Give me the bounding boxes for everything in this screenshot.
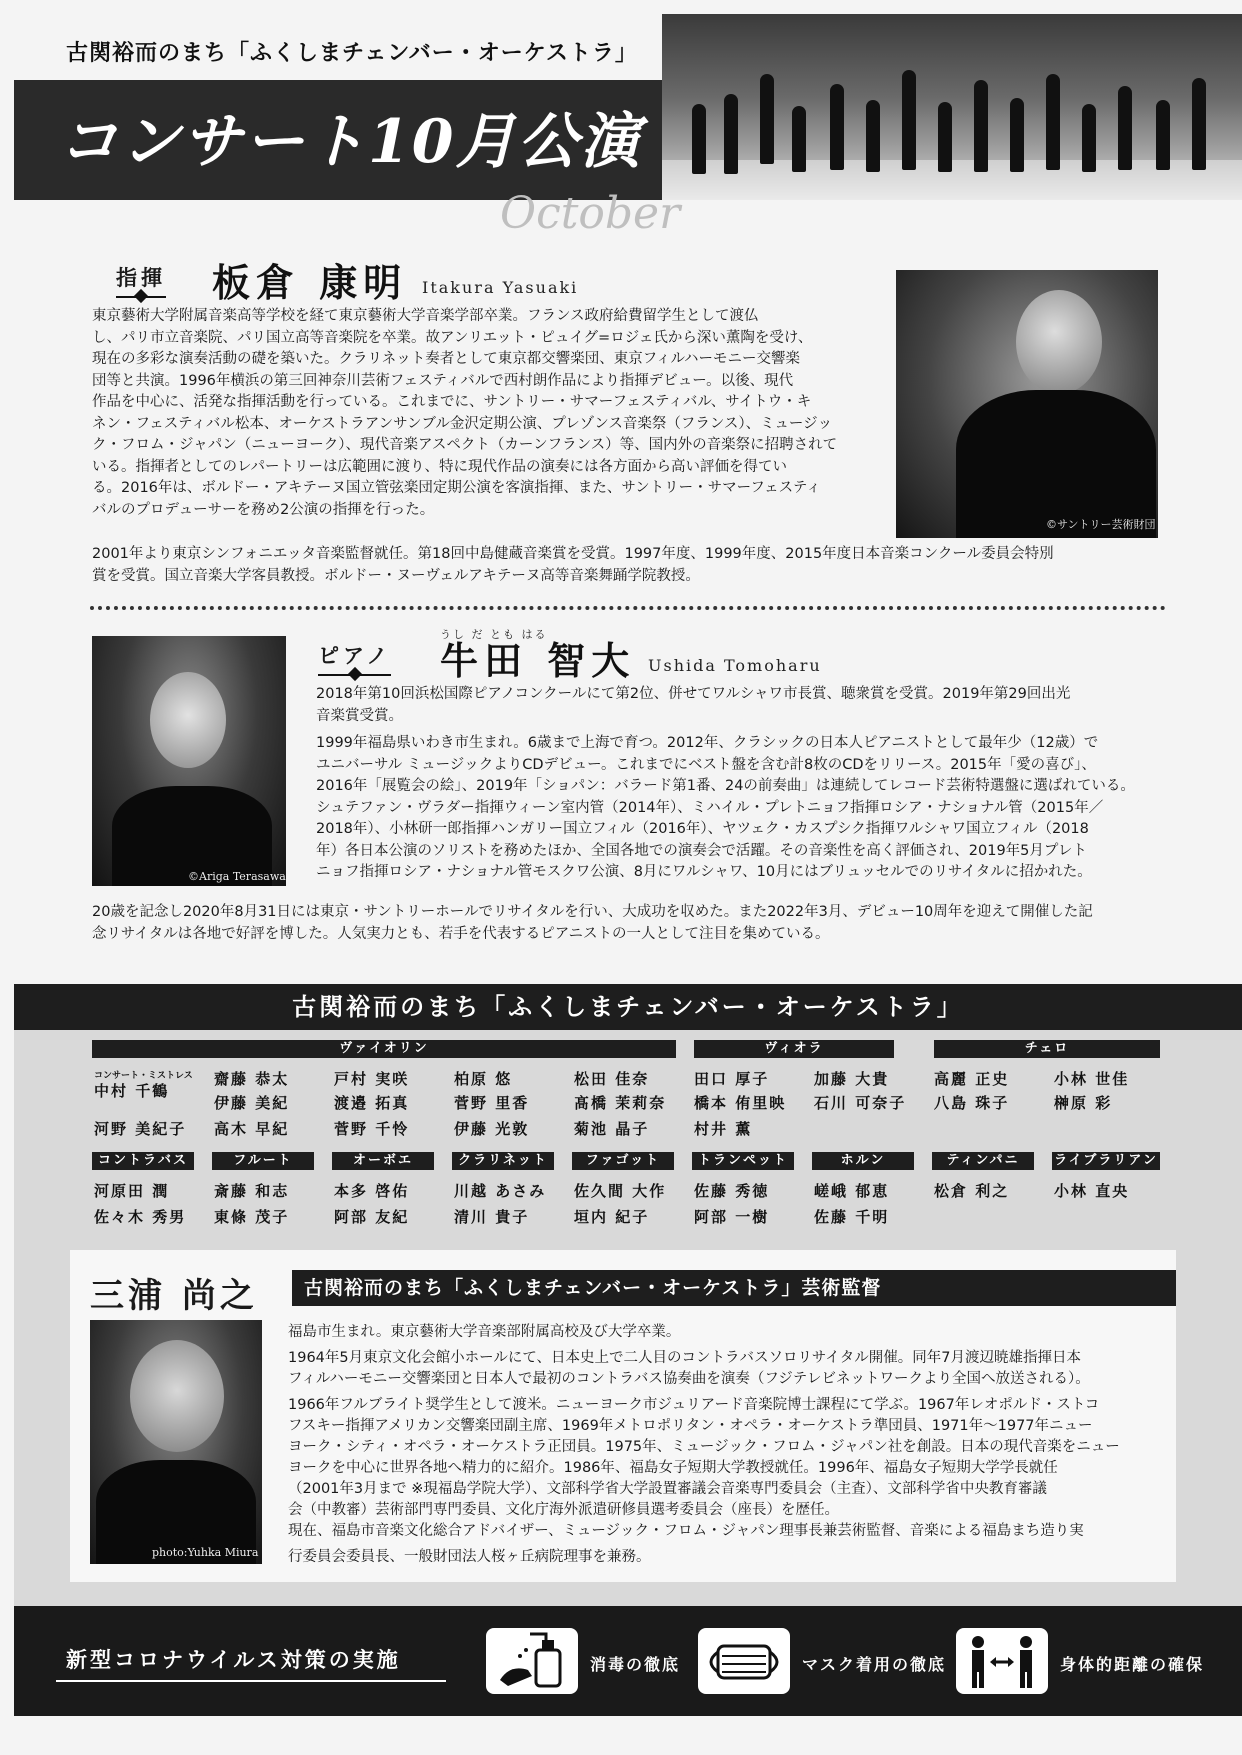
pianist-bio-extra bbox=[92, 902, 1182, 945]
member-name: 本多 啓佑 bbox=[334, 1182, 410, 1200]
member-name: 柏原 悠 bbox=[454, 1070, 513, 1088]
member-name: 斎藤 和志 bbox=[214, 1182, 290, 1200]
director-bio bbox=[288, 1322, 1176, 1568]
bio-line: バルのプロデューサーを務め2公演の指揮を行った。 bbox=[92, 501, 435, 518]
orchestra-stage-photo bbox=[662, 14, 1242, 200]
sanitize-label: 消毒の徹底 bbox=[590, 1655, 681, 1674]
section-timpani: ティンパニ bbox=[932, 1152, 1034, 1170]
member-name: 石川 可奈子 bbox=[814, 1094, 907, 1112]
bio-line: ネン・フェスティバル松本、オーケストラアンサンブル金沢定期公演、プレゾンス音楽祭（フランス）、ミュージッ bbox=[92, 415, 833, 432]
member-name: 榊原 彩 bbox=[1054, 1094, 1113, 1112]
concert-title: コンサート10月公演 bbox=[58, 107, 642, 177]
bio-line: 2018年第10回浜松国際ピアノコンクールにて第2位、併せてワルシャワ市長賞、聴衆賞を受賞。2019年第29回出光 bbox=[316, 686, 1071, 702]
bio-line: 1964年5月東京文化会館小ホールにて、日本史上で二人目のコントラバスソロリサイタル開催。同年7月渡辺暁雄指揮日本 bbox=[288, 1350, 1081, 1366]
bio-line: 現在、福島市音楽文化総合アドバイザー、ミュージック・フロム・ジャパン理事長兼芸術監督、音楽による福島まち造り実 bbox=[288, 1523, 1084, 1539]
bio-line: （2001年3月まで ※現福島学院大学）、文部科学省大学設置審議会音楽専門委員会（主査）、文部科学省中央教育審議 bbox=[288, 1481, 1047, 1497]
section-trumpet: トランペット bbox=[692, 1152, 794, 1170]
section-oboe: オーボエ bbox=[332, 1152, 434, 1170]
section-horn: ホルン bbox=[812, 1152, 914, 1170]
title-underline bbox=[56, 1680, 446, 1682]
member-name: 戸村 実咲 bbox=[334, 1070, 410, 1088]
section-contrabass: コントラバス bbox=[92, 1152, 194, 1170]
member-name: 村井 薫 bbox=[694, 1120, 753, 1138]
conductor-photo bbox=[896, 270, 1158, 538]
orchestra-title: 古関裕而のまち「ふくしまチェンバー・オーケストラ」 bbox=[14, 984, 1242, 1030]
conductor-roman: Itakura Yasuaki bbox=[422, 278, 579, 297]
bio-line: 音楽賞受賞。 bbox=[316, 707, 403, 724]
pianist-name: 牛田 智大 bbox=[440, 638, 636, 683]
member-name: 齋藤 恭太 bbox=[214, 1070, 290, 1088]
section-viola: ヴィオラ bbox=[694, 1040, 894, 1058]
photo-credit: ©Ariga Terasawa bbox=[188, 870, 286, 883]
bio-line: 念リサイタルは各地で好評を博した。人気実力とも、若手を代表するピアニストの一人として注目を集めている。 bbox=[92, 925, 830, 942]
member-name: 八島 珠子 bbox=[934, 1094, 1010, 1112]
member-name: 佐久間 大作 bbox=[574, 1182, 667, 1200]
bio-line: 東京藝術大学附属音楽高等学校を経て東京藝術大学音楽学部卒業。フランス政府給費留学生として渡仏 bbox=[92, 308, 759, 324]
member-name: 高麗 正史 bbox=[934, 1070, 1010, 1088]
member-name: 佐藤 秀徳 bbox=[694, 1182, 770, 1200]
conductor-bio bbox=[92, 306, 880, 521]
covid-title: 新型コロナウイルス対策の実施 bbox=[66, 1648, 401, 1672]
bio-line: 行委員会委員長、一般財団法人桜ヶ丘病院理事を兼務。 bbox=[288, 1549, 651, 1565]
member-name: 東條 茂子 bbox=[214, 1208, 290, 1226]
mask-label: マスク着用の徹底 bbox=[802, 1655, 947, 1674]
ornament-divider bbox=[116, 296, 166, 304]
bio-line: シュテファン・ヴラダー指揮ウィーン室内管（2014年）、ミハイル・プレトニョフ指揮ロシア・ナショナル管（2015年／ bbox=[316, 799, 1104, 816]
bio-line: フスキー指揮アメリカン交響楽団副主席、1969年メトロポリタン・オペラ・オーケストラ準団員、1971年～1977年ニュー bbox=[288, 1418, 1093, 1434]
header-subtitle: 古関裕而のまち「ふくしまチェンバー・オーケストラ」 bbox=[66, 41, 638, 66]
section-violin: ヴァイオリン bbox=[92, 1040, 676, 1058]
section-bassoon: ファゴット bbox=[572, 1152, 674, 1170]
distance-icon bbox=[956, 1628, 1048, 1694]
distance-label: 身体的距離の確保 bbox=[1060, 1655, 1205, 1674]
section-clarinet: クラリネット bbox=[452, 1152, 554, 1170]
member-name: 菊池 晶子 bbox=[574, 1120, 650, 1138]
bio-line: 現在の多彩な演奏活動の礎を築いた。クラリネット奏者として東京都交響楽団、東京フィルハーモニー交響楽 bbox=[92, 351, 801, 367]
october-script: October bbox=[500, 188, 681, 239]
member-name: 小林 直央 bbox=[1054, 1182, 1130, 1200]
conductor-role bbox=[116, 262, 166, 304]
photo-credit: ©サントリー芸術財団 bbox=[1046, 518, 1156, 531]
member-name: 垣内 紀子 bbox=[574, 1208, 650, 1226]
pianist-role bbox=[318, 640, 391, 682]
bio-line: 団等と共演。1996年横浜の第三回神奈川芸術フェスティバルで西村朗作品により指揮デビュー。以後、現代 bbox=[92, 372, 794, 389]
bio-line: ニョフ指揮ロシア・ナショナル管モスクワ公演、8月にワルシャワ、10月にはブリュッセルでのリサイタルに招かれた。 bbox=[316, 864, 1092, 880]
member-name: 中村 千鶴 bbox=[94, 1082, 170, 1100]
bio-line: 年）各日本公演のソリストを務めたほか、全国各地での演奏会で活躍。その音楽性を高く評価され、2019年5月プレト bbox=[316, 842, 1087, 859]
section-flute: フルート bbox=[212, 1152, 314, 1170]
member-name: 伊藤 光敦 bbox=[454, 1120, 530, 1138]
bio-line: る。2016年は、ボルドー・アキテーヌ国立管弦楽団定期公演を客演指揮、また、サントリー・サマーフェスティ bbox=[92, 480, 821, 496]
pianist-ruby: うし だ とも はる bbox=[440, 628, 548, 641]
member-name: 松倉 利之 bbox=[934, 1182, 1010, 1200]
bio-line: 2016年「展覧会の絵」、2019年「ショパン：バラード第1番、24の前奏曲」は連続してレコード芸術特選盤に選ばれている。 bbox=[316, 778, 1135, 794]
member-name: 阿部 友紀 bbox=[334, 1208, 410, 1226]
member-name: 菅野 千怜 bbox=[334, 1120, 410, 1138]
member-name: 佐藤 千明 bbox=[814, 1208, 890, 1226]
pianist-role-label: ピアノ bbox=[318, 644, 392, 668]
pianist-roman: Ushida Tomoharu bbox=[648, 656, 822, 675]
member-name: 河野 美紀子 bbox=[94, 1120, 187, 1138]
member-name: 田口 厚子 bbox=[694, 1070, 770, 1088]
member-name: 髙橋 茉莉奈 bbox=[574, 1094, 667, 1112]
conductor-bio-extra bbox=[92, 544, 1182, 587]
member-name: 松田 佳奈 bbox=[574, 1070, 650, 1088]
mask-icon bbox=[698, 1628, 790, 1694]
member-name: 小林 世佳 bbox=[1054, 1070, 1130, 1088]
bio-line: 2018年）、小林研一郎指揮ハンガリー国立フィル（2016年）、ヤツェク・カスプシク指揮ワルシャワ国立フィル（2018 bbox=[316, 821, 1089, 837]
conductor-role-label: 指揮 bbox=[116, 266, 166, 290]
director-title: 古関裕而のまち「ふくしまチェンバー・オーケストラ」芸術監督 bbox=[292, 1270, 1176, 1306]
bio-line: フィルハーモニー交響楽団と日本人で最初のコントラバス協奏曲を演奏（フジテレビネットワークより全国へ放送される）。 bbox=[288, 1371, 1090, 1387]
bio-line: 作品を中心に、活発な指揮活動を行っている。これまでに、サントリー・サマーフェスティバル、サイトウ・キ bbox=[92, 394, 812, 410]
member-name: 高木 早紀 bbox=[214, 1120, 290, 1138]
member-name: 菅野 里香 bbox=[454, 1094, 530, 1112]
member-name: 阿部 一樹 bbox=[694, 1208, 770, 1226]
bio-line: 会（中教審）芸術部門専門委員、文化庁海外派遣研修員選考委員会（座長）を歴任。 bbox=[288, 1502, 839, 1518]
section-cello: チェロ bbox=[934, 1040, 1160, 1058]
member-name: 川越 あさみ bbox=[454, 1182, 547, 1200]
bio-line: ク・フロム・ジャパン（ニューヨーク）、現代音楽アスペクト（カーンフランス）等、国内外の音楽祭に招聘されて bbox=[92, 437, 838, 453]
bio-line: 賞を受賞。国立音楽大学客員教授。ボルドー・ヌーヴェルアキテーヌ高等音楽舞踊学院教授。 bbox=[92, 567, 700, 584]
section-librarian: ライブラリアン bbox=[1052, 1152, 1160, 1170]
pianist-bio bbox=[316, 684, 1166, 884]
member-name: 嵯峨 郁恵 bbox=[814, 1182, 890, 1200]
bio-line: ユニバーサル ミュージックよりCDデビュー。これまでにベスト盤を含む計8枚のCDをリリース。2015年「愛の喜び」、 bbox=[316, 756, 1096, 773]
bio-line: ヨーク・シティ・オペラ・オーケストラ正団員。1975年、ミュージック・フロム・ジャパン社を創設。日本の現代音楽をニュー bbox=[288, 1439, 1120, 1455]
sanitizer-icon bbox=[486, 1628, 578, 1694]
bio-line: 1966年フルブライト奨学生として渡米。ニューヨーク市ジュリアード音楽院博士課程にて学ぶ。1967年レオポルド・ストコ bbox=[288, 1397, 1100, 1413]
member-name: 伊藤 美紀 bbox=[214, 1094, 290, 1112]
member-name: 佐々木 秀男 bbox=[94, 1208, 187, 1226]
bio-line: 2001年より東京シンフォニエッタ音楽監督就任。第18回中島健蔵音楽賞を受賞。1997年度、1999年度、2015年度日本音楽コンクール委員会特別 bbox=[92, 546, 1054, 562]
director-photo bbox=[90, 1320, 262, 1564]
bio-line: し、パリ市立音楽院、パリ国立高等音楽院を卒業。故アンリエット・ピュイグ=ロジェ氏から深い薫陶を受け、 bbox=[92, 329, 813, 346]
director-name: 三浦 尚之 bbox=[90, 1276, 258, 1316]
bio-line: 20歳を記念し2020年8月31日には東京・サントリーホールでリサイタルを行い、大成功を収めた。また2022年3月、デビュー10周年を迎えて開催した記 bbox=[92, 904, 1093, 920]
conductor-name: 板倉 康明 bbox=[212, 260, 408, 305]
ornament-divider bbox=[318, 674, 391, 682]
member-name: 河原田 潤 bbox=[94, 1182, 170, 1200]
pianist-photo bbox=[92, 636, 286, 886]
member-name: 加藤 大貴 bbox=[814, 1070, 890, 1088]
section-divider bbox=[90, 606, 1166, 610]
member-name: 渡邉 拓真 bbox=[334, 1094, 410, 1112]
bio-line: ヨークを中心に世界各地へ精力的に紹介。1986年、福島女子短期大学教授就任。1996年、福島女子短期大学学長就任 bbox=[288, 1460, 1058, 1476]
member-name: 橋本 侑里映 bbox=[694, 1094, 787, 1112]
bio-line: 1999年福島県いわき市生まれ。6歳まで上海で育つ。2012年、クラシックの日本人ピアニストとして最年少（12歳）で bbox=[316, 735, 1099, 751]
photo-credit: photo:Yuhka Miura bbox=[152, 1546, 259, 1559]
bio-line: 福島市生まれ。東京藝術大学音楽部附属高校及び大学卒業。 bbox=[288, 1324, 681, 1340]
bio-line: いる。指揮者としてのレパートリーは広範囲に渡り、特に現代作品の演奏には各方面から高い評価を得てい bbox=[92, 458, 787, 475]
header bbox=[0, 0, 1242, 240]
member-name: 清川 貴子 bbox=[454, 1208, 530, 1226]
concertmistress-label: コンサート・ミストレス bbox=[94, 1071, 193, 1081]
